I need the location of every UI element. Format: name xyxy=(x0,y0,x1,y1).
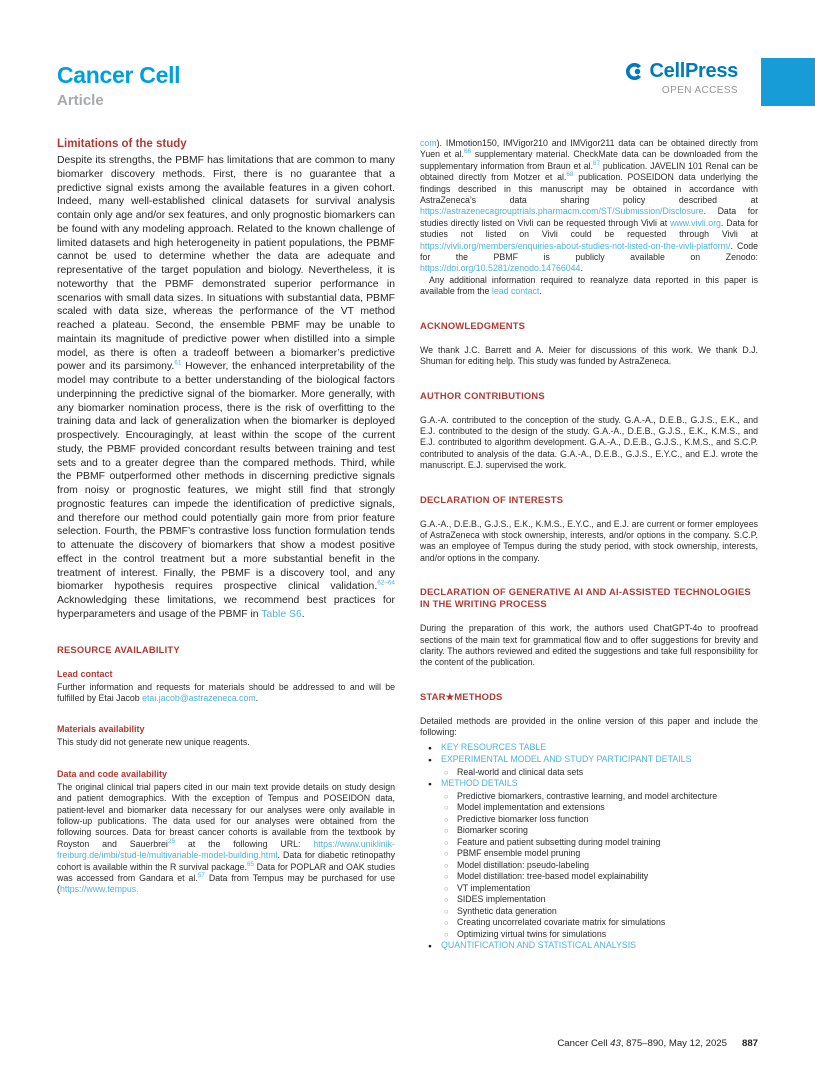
star-methods-subsection-item xyxy=(420,906,758,918)
star-methods-intro: Detailed methods are provided in the online version of this paper and include the following: xyxy=(420,715,758,738)
author-contributions-paragraph: G.A.-A. contributed to the conception of the study. G.A.-A., D.E.B., G.J.S., E.K., and E.J. contributed to the design of the study. G.A.-A., D.E.B., G.J.S., E.K., K.M.S., and E.J. contributed to algorithm development. G.A.-A., D.E.B., G.J.S., K.M.S., and S.C.P. contributed to analysis of the data. G.A.-A., D.E.B., G.J.S., E.Y.C., and E.J. wrote the manuscript. E.J. supervised the work. xyxy=(420,414,758,471)
reference-superscript: 68 xyxy=(566,171,574,179)
acknowledgments-heading: ACKNOWLEDGMENTS xyxy=(420,319,526,331)
declaration-of-interests-paragraph: G.A.-A., D.E.B., G.J.S., E.K., K.M.S., E.Y.C., and E.J. are current or former employees of AstraZeneca with stock ownership, interests, and/or options in the company. S.C.P. was an employee of Tempus during the study period, with stock ownership, interests, and/or options in the company. xyxy=(420,518,758,563)
open-circle-icon: ○ xyxy=(444,883,449,893)
reference-superscript: 61 xyxy=(174,359,182,367)
open-circle-icon: ○ xyxy=(444,906,449,916)
star-methods-subsection-item xyxy=(420,767,758,779)
text-run: However, the enhanced interpretability of the model may contribute to a better understanding of the biological factors underpinning the predictive signal of the biomarker. More generally, with any biomarker nomination process, there is the risk of overfitting to the training data and lack of generalization when the biomarker is deployed prospectively. Encouragingly, at least within the scope of the current study, the PBMF provided concordant results between training and test sets and to a greater degree than the compared methods. Third, while the PBMF outperformed other methods in discerning predictive signals from noisy or prognostic features, we might still find that strongly prognostic features can impede the identification of predictive signals, and therefore our method could potentially gain more from prior feature selection. Fourth, the PBMF’s contrastive loss function formulation tends to attenuate the discovery of biomarkers that show a modest positive effect in the control treatment but a more substantial benefit in the treatment of interest. Finally, the PBMF is a discovery tool, and any biomarker hypothesis requires prospective clinical validation. xyxy=(57,361,395,593)
author-contributions-heading: AUTHOR CONTRIBUTIONS xyxy=(420,389,545,401)
star-methods-subsection-item xyxy=(420,802,758,814)
toc-label: Predictive biomarkers, contrastive learning, and model architecture xyxy=(457,790,718,801)
star-methods-subsection-item xyxy=(420,814,758,826)
inline-link[interactable]: https://astrazenecagrouptrials.pharmacm.com/ST/Submission/Disclosure xyxy=(420,206,704,217)
acknowledgments-paragraph: We thank J.C. Barrett and A. Meier for discussions of this work. We thank D.J. Shuman for editing help. This study was funded by AstraZeneca. xyxy=(420,344,758,367)
footer-volume: 43 xyxy=(610,1038,621,1049)
inline-link[interactable]: Table S6 xyxy=(261,608,302,620)
reference-superscript: 67 xyxy=(592,159,601,167)
open-circle-icon: ○ xyxy=(444,767,449,777)
open-circle-icon: ○ xyxy=(444,826,449,836)
reference-superscript: 25 xyxy=(167,837,175,845)
declaration-generative-ai-heading: DECLARATION OF GENERATIVE AI AND AI-ASSISTED TECHNOLOGIES IN THE WRITING PROCESS xyxy=(420,586,751,610)
toc-label: QUANTIFICATION AND STATISTICAL ANALYSIS xyxy=(441,940,637,951)
cellpress-logo-icon xyxy=(624,61,645,82)
lead-contact-note-paragraph xyxy=(420,275,758,298)
data-code-continued-paragraph xyxy=(420,138,758,275)
text-run: Data for POPLAR and OAK studies was accessed from Gandara et al. xyxy=(57,861,395,883)
text-run: . xyxy=(255,692,259,703)
open-circle-icon: ○ xyxy=(444,791,449,801)
masthead xyxy=(57,62,180,109)
toc-label: EXPERIMENTAL MODEL AND STUDY PARTICIPANT DETAILS xyxy=(441,754,692,765)
open-circle-icon: ○ xyxy=(444,849,449,859)
toc-label: VT implementation xyxy=(457,882,531,893)
lead-contact-heading: Lead contact xyxy=(57,668,113,679)
right-column xyxy=(420,138,758,953)
text-run: . xyxy=(580,263,583,274)
reference-superscript: 65 xyxy=(246,860,255,868)
data-code-availability-paragraph xyxy=(57,782,395,896)
text-run: Despite its strengths, the PBMF has limitations that are common to many biomarker discovery methods. First, there is no guarantee that a predictive signal exists among the available features in a given cohort. Indeed, many well-established clinical datasets for survival analysis contain only age and/or sex features, and only prognostic biomarkers can be found with any modeling approach. Related to the known challenge of limited datasets and high heterogeneity in patient populations, the PBMF cannot be used to determine whether the data are adequate and representative of the target population and biology. Nevertheless, it is noteworthy that the PBMF demonstrated superior performance in scenarios with small data sizes. In situations with substantial data, PBMF scaled with data size, whereas the performance of the VT method reached a plateau. Second, the ensemble PBMF may be unable to maintain its magnitude of predictive power when distilled into a simple model, as there is often a tradeoff between a biomarker’s predictive power and its parsimony. xyxy=(57,155,395,373)
open-circle-icon: ○ xyxy=(444,837,449,847)
toc-label: Predictive biomarker loss function xyxy=(457,813,589,824)
star-methods-subsection-item xyxy=(420,929,758,941)
reference-superscript: 66 xyxy=(463,148,472,156)
star-methods-toc xyxy=(420,742,758,953)
toc-label: Optimizing virtual twins for simulations xyxy=(457,928,607,939)
toc-label: PBMF ensemble model pruning xyxy=(457,848,581,859)
toc-label: Biomarker scoring xyxy=(457,825,528,836)
limitations-heading: Limitations of the study xyxy=(57,138,187,150)
open-circle-icon: ○ xyxy=(444,872,449,882)
toc-label: SIDES implementation xyxy=(457,894,546,905)
text-run: . xyxy=(539,286,542,297)
text-run: . Code for the PBMF is publicly available on Zenodo: xyxy=(420,240,758,263)
open-circle-icon: ○ xyxy=(444,814,449,824)
journal-title: Cancer Cell xyxy=(57,62,181,88)
corner-accent-square xyxy=(761,58,815,106)
resource-availability-heading: RESOURCE AVAILABILITY xyxy=(57,643,180,655)
footer-journal: Cancer Cell xyxy=(557,1038,611,1049)
toc-label: KEY RESOURCES TABLE xyxy=(441,741,547,752)
text-run: . Data for studies not listed on Vivli could be requested through Vivli at xyxy=(420,217,758,240)
star-methods-subsection-item xyxy=(420,871,758,883)
text-run: publication. JAVELIN 101 Renal can be obtained directly from Motzer et al. xyxy=(420,160,758,183)
left-column xyxy=(57,138,395,896)
star-methods-subsection-item xyxy=(420,860,758,872)
toc-label: Model implementation and extensions xyxy=(457,802,605,813)
text-run: at the following URL: xyxy=(175,838,314,849)
text-run: . Data for diabetic retinopathy cohort is available within the R survival package. xyxy=(57,850,395,872)
inline-link[interactable]: www.vivli.org xyxy=(670,217,721,228)
materials-availability-paragraph: This study did not generate new unique reagents. xyxy=(57,737,250,748)
star-methods-section-item[interactable] xyxy=(420,778,758,791)
open-access-label: OPEN ACCESS xyxy=(661,85,738,96)
filled-bullet-icon: ● xyxy=(428,943,432,951)
inline-link[interactable]: https://www.uniklinik-freiburg.de/imbi/stud-le/multivariable-model-building.html xyxy=(57,838,395,861)
toc-label: Feature and patient subsetting during model training xyxy=(457,836,661,847)
open-circle-icon: ○ xyxy=(444,929,449,939)
text-run: . Data for studies directly listed on Vivli can be requested through Vivli at xyxy=(420,206,758,228)
inline-link[interactable]: com xyxy=(420,138,437,148)
data-code-availability-heading: Data and code availability xyxy=(57,768,168,779)
star-methods-heading: STAR★METHODS xyxy=(420,690,503,702)
star-methods-subsection-item xyxy=(420,791,758,803)
star-methods-subsection-item xyxy=(420,883,758,895)
text-run: supplementary material. CheckMate data can be downloaded from the supplementary information from Braun et al. xyxy=(420,149,759,171)
inline-link[interactable]: https://vivli.org/members/enquiries-about-studies-not-listed-on-the-vivli-platform/ xyxy=(420,240,731,251)
limitations-paragraph xyxy=(57,154,395,622)
text-run: Data from Tempus may be purchased for use ( xyxy=(57,872,395,895)
reference-superscript: 57 xyxy=(197,872,205,880)
inline-link[interactable]: etai.jacob@astrazeneca.com xyxy=(142,692,256,703)
citation-line xyxy=(557,1038,758,1049)
star-methods-section-item[interactable] xyxy=(420,754,758,767)
page-number: 887 xyxy=(741,1038,758,1049)
star-methods-subsection-item xyxy=(420,837,758,849)
reference-superscript: 62–64 xyxy=(377,579,395,587)
toc-label: Synthetic data generation xyxy=(457,905,557,916)
star-methods-section-item[interactable] xyxy=(420,940,758,953)
filled-bullet-icon: ● xyxy=(428,781,432,789)
article-type-label: Article xyxy=(57,92,104,109)
toc-label: Creating uncorrelated covariate matrix for simulations xyxy=(457,917,666,928)
footer-pages-date: , 875–890, May 12, 2025 xyxy=(620,1038,727,1049)
inline-link[interactable]: https://doi.org/10.5281/zenodo.14766044 xyxy=(420,263,581,274)
star-methods-subsection-item xyxy=(420,894,758,906)
toc-label: Model distillation: pseudo-labeling xyxy=(457,859,590,870)
text-run: Any additional information required to reanalyze data reported in this paper is available from the xyxy=(420,274,758,297)
open-circle-icon: ○ xyxy=(444,803,449,813)
text-run: . xyxy=(301,608,305,620)
inline-link[interactable]: https://www.tempus. xyxy=(59,884,139,895)
toc-label: Real-world and clinical data sets xyxy=(457,766,584,777)
publisher-block xyxy=(624,60,738,96)
star-methods-subsection-item xyxy=(420,848,758,860)
publisher-name: CellPress xyxy=(649,60,738,82)
toc-label: METHOD DETAILS xyxy=(441,778,518,789)
filled-bullet-icon: ● xyxy=(428,744,432,752)
materials-availability-heading: Materials availability xyxy=(57,724,145,735)
star-methods-subsection-item xyxy=(420,825,758,837)
star-methods-section-item[interactable] xyxy=(420,742,758,755)
declaration-generative-ai-paragraph: During the preparation of this work, the authors used ChatGPT-4o to proofread sections of the main text for grammatical flow and to offer suggestions for brevity and clarity. The authors reviewed and edited the suggestions and take full responsibility for the content of the publication. xyxy=(420,623,758,668)
inline-link[interactable]: lead contact xyxy=(491,286,540,297)
open-circle-icon: ○ xyxy=(444,860,449,870)
text-run: Further information and requests for materials should be addressed to and will be fulfilled by Etai Jacob xyxy=(57,681,395,703)
toc-label: Model distillation: tree-based model explainability xyxy=(457,871,649,882)
open-circle-icon: ○ xyxy=(444,918,449,928)
filled-bullet-icon: ● xyxy=(428,757,432,765)
text-run: ). IMmotion150, IMVigor210 and IMVigor211 data can be obtained directly from Yuen et al. xyxy=(420,138,758,160)
open-circle-icon: ○ xyxy=(444,895,449,905)
declaration-of-interests-heading: DECLARATION OF INTERESTS xyxy=(420,493,564,505)
text-run: The original clinical trial papers cited in our main text provide details on study design and patient demographics. With the exception of Tempus and POSEIDON data, patient-level and biomarker data necessary for our analyses were only available in follow-up publications. The data used for our analyses were obtained from the following sources. Data for breast cancer cohorts is available from the textbook by Royston and Sauerbrei xyxy=(57,781,395,849)
lead-contact-paragraph xyxy=(57,682,395,705)
text-run: Acknowledging these limitations, we recommend best practices for hyperparameters and usage of the PBMF in xyxy=(57,595,395,620)
star-methods-subsection-item xyxy=(420,917,758,929)
text-run: publication. POSEIDON data underlying the findings described in this manuscript may be obtained in accordance with AstraZeneca’s data sharing policy described at xyxy=(420,172,758,206)
